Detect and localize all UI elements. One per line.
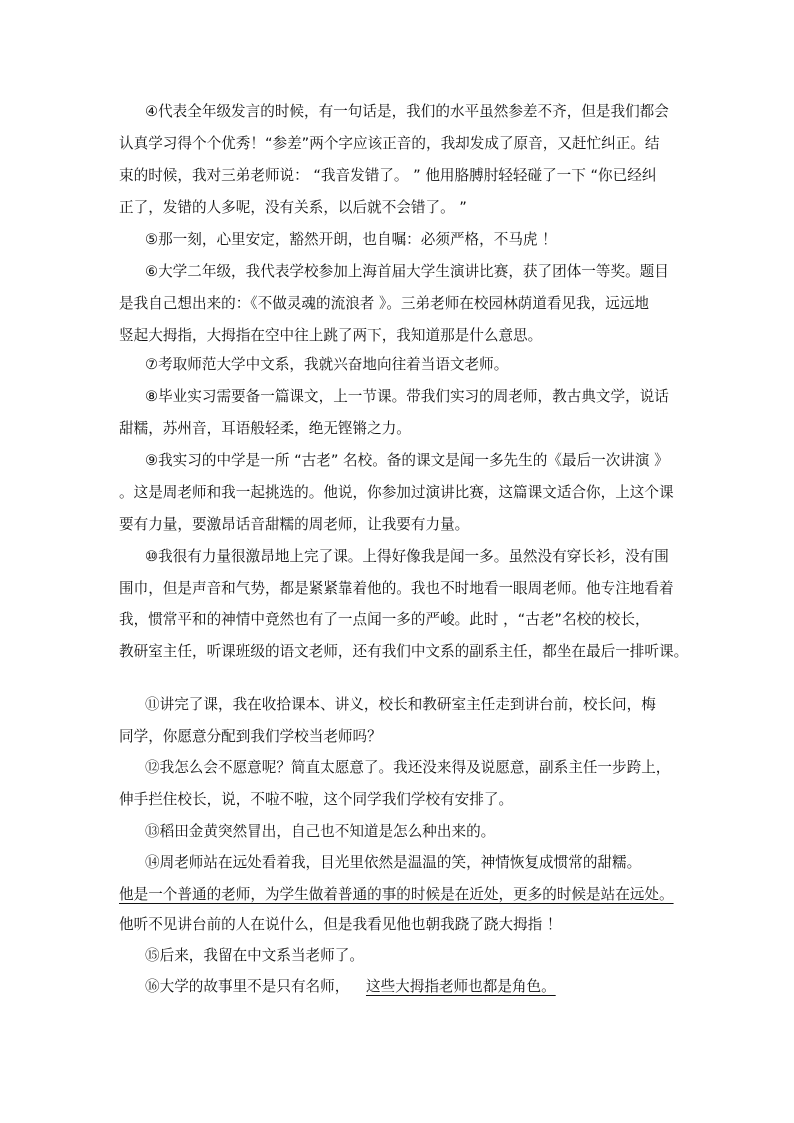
paragraph-10-line-2: 围巾，但是声音和气势，都是紧紧靠着他的。我也不时地看一眼周老师。他专注地看着: [119, 580, 674, 597]
paragraph-9-line-3: 要有力量，要激昂话音甜糯的周老师，让我要有力量。: [119, 516, 470, 533]
paragraph-11-line-1: ⑪讲完了课，我在收拾课本、讲义，校长和教研室主任走到讲台前，校长问，梅: [145, 696, 656, 713]
paragraph-6-line-1: ⑥大学二年级，我代表学校参加上海首届大学生演讲比赛，获了团体一等奖。题目: [145, 263, 669, 280]
paragraph-6-line-2: 是我自己想出来的：《不做灵魂的流浪者 》。三弟老师在校园林荫道看见我，远远地: [119, 295, 650, 312]
paragraph-11-line-2: 同学，你愿意分配到我们学校当老师吗？: [119, 728, 382, 745]
paragraph-15-line-1: ⑮后来，我留在中文系当老师了。: [145, 947, 364, 964]
paragraph-9-line-2: 。这是周老师和我一起挑选的。他说，你参加过演讲比赛，这篇课文适合你，上这个课: [119, 484, 674, 501]
paragraph-13-line-1: ⑬稻田金黄突然冒出，自己也不知道是怎么种出来的。: [145, 823, 496, 840]
paragraph-12-line-1: ⑫我怎么会不愿意呢？简直太愿意了。我还没来得及说愿意，副系主任一步跨上，: [145, 759, 671, 776]
paragraph-10-line-4: 教研室主任，听课班级的语文老师，还有我们中文系的副系主任，都坐在最后一排听课。: [119, 643, 689, 660]
paragraph-4-line-2: 认真学习得个个优秀！“参差”两个字应该正音的，我却发成了原音，又赶忙纠正。结: [119, 135, 660, 152]
paragraph-7-line-1: ⑦考取师范大学中文系，我就兴奋地向往着当语文老师。: [145, 356, 509, 373]
paragraph-5-line-1: ⑤那一刻，心里安定，豁然开朗，也自嘱：必须严格，不马虎 ！: [145, 231, 557, 248]
paragraph-14-line-1: ⑭周老师站在远处看着我，目光里依然是温温的笑，神情恢复成惯常的甜糯。: [145, 854, 642, 871]
paragraph-4-line-1: ④代表全年级发言的时候，有一句话是，我们的水平虽然参差不齐，但是我们都会: [145, 103, 669, 120]
paragraph-10-line-1: ⑩我很有力量很激昂地上完了课。上得好像我是闻一多。虽然没有穿长衫，没有围: [145, 548, 669, 565]
paragraph-4-line-3: 束的时候，我对三弟老师说： “我音发错了。 ” 他用胳膊肘轻轻碰了一下 “你已经纠: [119, 167, 657, 184]
paragraph-16-underlined-text: 这些大拇指老师也都是角色。: [365, 978, 556, 995]
paragraph-16-line-1: [145, 977, 556, 997]
paragraph-4-line-4: 正了，发错的人多呢，没有关系，以后就不会错了。 ”: [119, 199, 467, 216]
paragraph-9-line-1: ⑨我实习的中学是一所 “古老” 名校。备的课文是闻一多先生的《最后一次讲演 》: [145, 452, 669, 469]
paragraph-14-underlined-line: 他是一个普通的老师，为学生做着普通的事的时候是在近处，更多的时候是站在远处。: [119, 886, 674, 903]
paragraph-14-line-3: 他听不见讲台前的人在说什么，但是我看见他也朝我跷了跷大拇指 ！: [119, 916, 562, 933]
paragraph-10-line-3: 我，惯常平和的神情中竟然也有了一点闻一多的严峻。此时 ，“古老”名校的校长，: [119, 611, 650, 628]
paragraph-8-line-1: ⑧毕业实习需要备一篇课文，上一节课。带我们实习的周老师，教古典文学，说话: [145, 388, 669, 405]
paragraph-16-text: ⑯大学的故事里不是只有名师，: [145, 978, 350, 995]
paragraph-8-line-2: 甜糯，苏州音，耳语般轻柔，绝无铿锵之力。: [119, 420, 411, 437]
paragraph-6-line-3: 竖起大拇指，大拇指在空中往上跳了两下，我知道那是什么意思。: [119, 327, 543, 344]
paragraph-12-line-2: 伸手拦住校长，说，不啦不啦，这个同学我们学校有安排了。: [119, 791, 514, 808]
